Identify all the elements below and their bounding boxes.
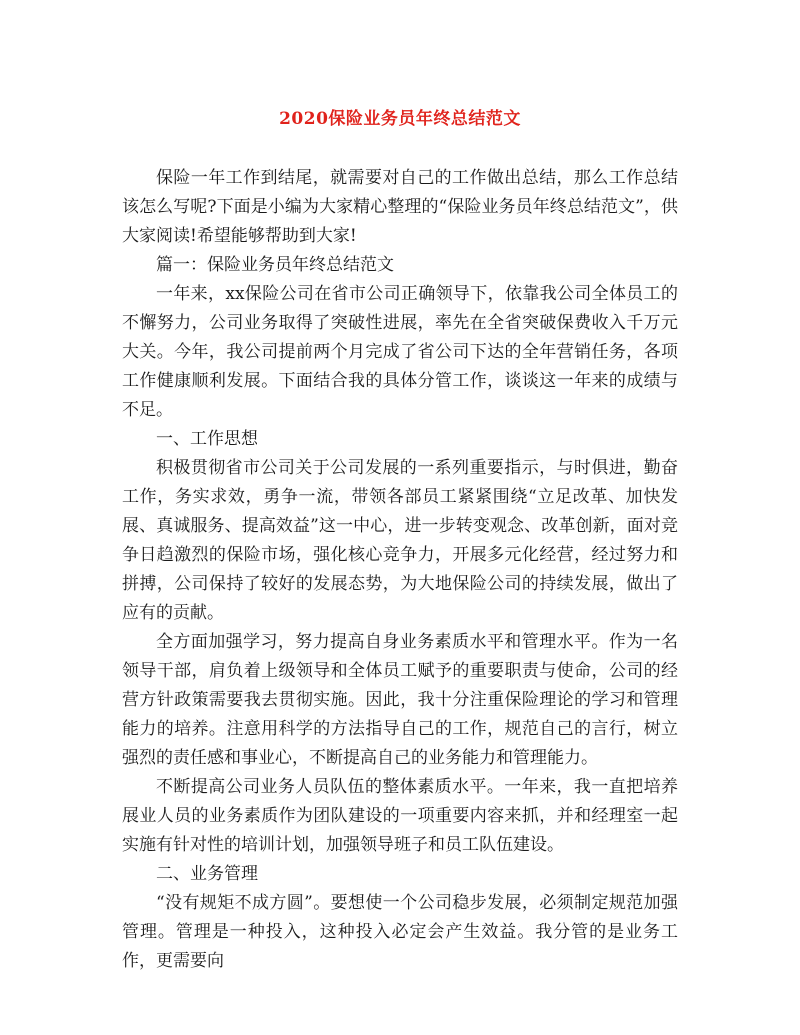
section-heading-business-management: 二、业务管理 [156, 864, 258, 884]
document-body [122, 164, 678, 976]
paragraph: 积极贯彻省市公司关于公司发展的一系列重要指示，与时俱进，勤奋工作，务实求效，勇争一流，带领各部员工紧紧围绕“立足改革、加快发展、真诚服务、提高效益”这一中心，进一步转变观念、改革创新，面对竞争日趋激烈的保险市场，强化核心竞争力，开展多元化经营，经过努力和拼搏，公司保持了较好的发展态势，为大地保险公司的持续发展，做出了应有的贡献。 [122, 458, 678, 623]
section-heading-work-thought: 一、工作思想 [156, 429, 258, 449]
paragraph: 全方面加强学习，努力提高自身业务素质水平和管理水平。作为一名领导干部，肩负着上级领导和全体员工赋予的重要职责与使命，公司的经营方针政策需要我去贯彻实施。因此，我十分注重保险理论的学习和管理能力的培养。注意用科学的方法指导自己的工作，规范自己的言行，树立强烈的责任感和事业心，不断提高自己的业务能力和管理能力。 [122, 632, 678, 768]
section-heading-article-one: 篇一：保险业务员年终总结范文 [156, 255, 394, 275]
paragraph: 一年来，xx保险公司在省市公司正确领导下，依靠我公司全体员工的不懈努力，公司业务取得了突破性进展，率先在全省突破保费收入千万元大关。今年，我公司提前两个月完成了省公司下达的全年营销任务，各项工作健康顺利发展。下面结合我的具体分管工作，谈谈这一年来的成绩与不足。 [122, 284, 678, 420]
document-title: 2020保险业务员年终总结范文 [279, 109, 521, 129]
paragraph-intro: 保险一年工作到结尾，就需要对自己的工作做出总结，那么工作总结该怎么写呢?下面是小编为大家精心整理的“保险业务员年终总结范文”，供大家阅读!希望能够帮助到大家! [122, 168, 678, 246]
paragraph: 不断提高公司业务人员队伍的整体素质水平。一年来，我一直把培养展业人员的业务素质作为团队建设的一项重要内容来抓，并和经理室一起实施有针对性的培训计划，加强领导班子和员工队伍建设。 [122, 777, 678, 855]
paragraph: “没有规矩不成方圆”。要想使一个公司稳步发展，必须制定规范加强管理。管理是一种投入，这种投入必定会产生效益。我分管的是业务工作，更需要向 [122, 893, 678, 971]
